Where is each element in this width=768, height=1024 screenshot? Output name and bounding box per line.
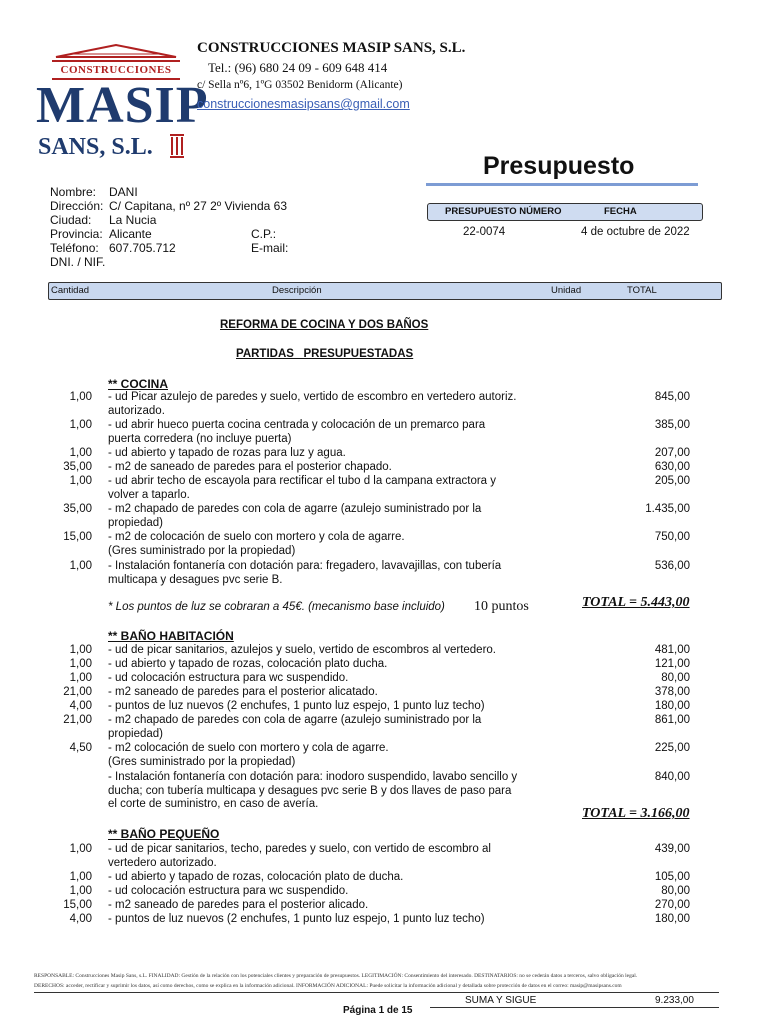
item-quantity: 4,00 <box>69 913 92 925</box>
email-label: E-mail: <box>251 241 289 255</box>
direccion-label: Dirección: <box>50 199 104 213</box>
table-header <box>48 282 722 300</box>
item-amount: 630,00 <box>654 461 690 473</box>
presupuesto-number: 22-0074 <box>463 226 506 238</box>
item-amount: 750,00 <box>654 531 690 543</box>
company-phone: Tel.: (96) 680 24 09 - 609 648 414 <box>208 60 388 75</box>
item-description: - m2 colocación de suelo con mortero y cola de agarre. <box>108 742 389 754</box>
item-quantity: 1,00 <box>69 475 92 487</box>
item-description: - ud Picar azulejo de paredes y suelo, vertido de escombro en vertedero autoriz. <box>108 391 517 403</box>
item-description: - ud colocación estructura para wc suspendido. <box>108 672 349 684</box>
col-cantidad: Cantidad <box>51 285 90 296</box>
company-name: CONSTRUCCIONES MASIP SANS, S.L. <box>197 40 466 56</box>
item-description: - ud de picar sanitarios, azulejos y suelo, vertido de escombros al vertedero. <box>108 644 497 656</box>
title-underline <box>426 183 698 186</box>
item-quantity: 1,00 <box>69 560 92 572</box>
item-amount: 180,00 <box>654 700 690 712</box>
item-amount: 1.435,00 <box>645 503 690 515</box>
item-amount: 80,00 <box>661 885 690 897</box>
bano-habitacion-total: TOTAL = 3.166,00 <box>582 806 690 821</box>
section-bano-pequeno-title: ** BAÑO PEQUEÑO <box>108 827 220 841</box>
item-description: - Instalación fontanería con dotación para: inodoro suspendido, lavabo sencillo y <box>108 771 518 783</box>
logo-band: CONSTRUCCIONES <box>52 60 180 80</box>
item-description: ducha; con tubería multicapa y desagues pvc serie B y dos llaves de paso para <box>108 784 512 797</box>
footer-legal-1: RESPONSABLE: Construcciones Masip Sans, s.L. FINALIDAD: Gestión de la relación con los potenciales clientes y preparación de presupuestos. LEGITIMACIÓN: Consentimiento del interesado. DESTINATARIOS: no se cederán datos a terceros, salvo obligación legal. <box>34 973 638 979</box>
item-quantity: 15,00 <box>63 531 92 543</box>
item-amount: 80,00 <box>661 672 690 684</box>
item-amount: 207,00 <box>654 447 690 459</box>
item-quantity: 1,00 <box>69 644 92 656</box>
suma-y-sigue-value: 9.233,00 <box>655 995 694 1006</box>
presupuesto-date: 4 de octubre de 2022 <box>581 226 690 238</box>
item-description: - m2 saneado de paredes para el posterior alicatado. <box>108 686 378 698</box>
item-description: autorizado. <box>108 404 165 417</box>
provincia-label: Provincia: <box>50 227 103 241</box>
item-description: - m2 de saneado de paredes para el posterior chapado. <box>108 461 392 473</box>
fecha-label: FECHA <box>604 206 637 217</box>
item-description: propiedad) <box>108 516 163 529</box>
item-quantity: 1,00 <box>69 871 92 883</box>
item-amount: 225,00 <box>654 742 690 754</box>
item-amount: 840,00 <box>654 771 690 783</box>
item-description: - ud abierto y tapado de rozas, colocación plato ducha. <box>108 658 388 670</box>
footer-rule <box>34 992 719 993</box>
item-amount: 121,00 <box>654 658 690 670</box>
suma-rule <box>430 1007 719 1008</box>
item-description: propiedad) <box>108 727 163 740</box>
item-quantity: 1,00 <box>69 885 92 897</box>
logo-name: MASIP <box>36 77 209 134</box>
item-description: (Gres suministrado por la propiedad) <box>108 544 296 557</box>
heading-partidas: PARTIDAS PRESUPUESTADAS <box>236 348 414 360</box>
company-address: c/ Sella nº6, 1ºG 03502 Benidorm (Alicante) <box>197 79 403 91</box>
dni-label: DNI. / NIF. <box>50 255 106 269</box>
item-description: - ud colocación estructura para wc suspendido. <box>108 885 349 897</box>
provincia-value: Alicante <box>109 227 152 241</box>
item-description: - ud abrir hueco puerta cocina centrada y colocación de un premarco para <box>108 419 486 431</box>
item-description: puerta corredera (no incluye puerta) <box>108 432 292 445</box>
suma-y-sigue-label: SUMA Y SIGUE <box>465 995 537 1006</box>
item-description: - m2 de colocación de suelo con mortero y cola de agarre. <box>108 531 405 543</box>
item-description: - m2 chapado de paredes con cola de agarre (azulejo suministrado por la <box>108 714 482 726</box>
item-quantity: 35,00 <box>63 503 92 515</box>
item-amount: 481,00 <box>654 644 690 656</box>
item-quantity: 1,00 <box>69 843 92 855</box>
ciudad-label: Ciudad: <box>50 213 92 227</box>
col-unidad: Unidad <box>551 285 582 296</box>
item-amount: 180,00 <box>654 913 690 925</box>
logo-columns-icon <box>170 134 184 158</box>
item-amount: 536,00 <box>654 560 690 572</box>
item-description: - Instalación fontanería con dotación para: fregadero, lavavajillas, con tubería <box>108 560 502 572</box>
item-description: - ud abierto y tapado de rozas, colocación plato de ducha. <box>108 871 404 883</box>
company-email-link[interactable]: construccionesmasipsans@gmail.com <box>197 97 410 111</box>
item-description: - m2 saneado de paredes para el posterior alicado. <box>108 899 369 911</box>
cocina-total: TOTAL = 5.443,00 <box>582 595 690 610</box>
section-cocina-title: ** COCINA <box>108 377 169 391</box>
item-quantity: 21,00 <box>63 686 92 698</box>
item-description: - ud de picar sanitarios, techo, paredes y suelo, con vertido de escombro al <box>108 843 491 855</box>
item-quantity: 1,00 <box>69 391 92 403</box>
item-description: - puntos de luz nuevos (2 enchufes, 1 punto luz espejo, 1 punto luz techo) <box>108 700 485 712</box>
direccion-value: C/ Capitana, nº 27 2º Vivienda 63 <box>109 199 287 213</box>
presupuesto-number-label: PRESUPUESTO NÚMERO <box>445 206 562 217</box>
item-quantity: 1,00 <box>69 447 92 459</box>
item-amount: 205,00 <box>654 475 690 487</box>
item-quantity: 4,00 <box>69 700 92 712</box>
section-bano-habitacion-title: ** BAÑO HABITACIÓN <box>108 629 234 643</box>
telefono-label: Teléfono: <box>50 241 99 255</box>
item-quantity: 15,00 <box>63 899 92 911</box>
col-descripcion: Descripción <box>272 285 322 296</box>
item-amount: 378,00 <box>654 686 690 698</box>
item-amount: 385,00 <box>654 419 690 431</box>
item-quantity: 1,00 <box>69 672 92 684</box>
item-description: multicapa y desagues pvc serie B. <box>108 573 283 586</box>
page-number: Página 1 de 15 <box>343 1005 413 1016</box>
presupuesto-header-box <box>427 203 703 221</box>
cp-label: C.P.: <box>251 227 277 241</box>
document-title: Presupuesto <box>483 152 635 180</box>
item-description: volver a taparlo. <box>108 488 190 501</box>
item-amount: 105,00 <box>654 871 690 883</box>
cocina-note: * Los puntos de luz se cobraran a 45€. (mecanismo base incluido) <box>108 601 445 613</box>
item-description: el corte de suministro, en caso de avería. <box>108 798 319 811</box>
item-description: vertedero autorizado. <box>108 856 217 869</box>
logo-roof-icon <box>52 44 180 58</box>
item-description: - ud abierto y tapado de rozas para luz y agua. <box>108 447 346 459</box>
telefono-value: 607.705.712 <box>109 241 176 255</box>
item-quantity: 4,50 <box>69 742 92 754</box>
item-amount: 270,00 <box>654 899 690 911</box>
item-amount: 439,00 <box>654 843 690 855</box>
item-quantity: 21,00 <box>63 714 92 726</box>
item-description: - m2 chapado de paredes con cola de agarre (azulejo suministrado por la <box>108 503 482 515</box>
ciudad-value: La Nucia <box>109 213 157 227</box>
item-quantity: 1,00 <box>69 658 92 670</box>
item-description: (Gres suministrado por la propiedad) <box>108 755 296 768</box>
item-quantity: 1,00 <box>69 419 92 431</box>
heading-reforma: REFORMA DE COCINA Y DOS BAÑOS <box>220 319 429 331</box>
cocina-note-handwritten: 10 puntos <box>474 599 529 614</box>
nombre-value: DANI <box>109 185 138 199</box>
item-description: - puntos de luz nuevos (2 enchufes, 1 punto luz espejo, 1 punto luz techo) <box>108 913 485 925</box>
item-quantity: 35,00 <box>63 461 92 473</box>
item-description: - ud abrir techo de escayola para rectificar el tubo d la campana extractora y <box>108 475 497 487</box>
item-amount: 861,00 <box>654 714 690 726</box>
item-amount: 845,00 <box>654 391 690 403</box>
nombre-label: Nombre: <box>50 185 97 199</box>
logo-subname: SANS, S.L. <box>38 134 153 160</box>
footer-legal-2: DERECHOS: acceder, rectificar y suprimir los datos, así como derechos, como se explica en la información adicional. INFORMACIÓN ADICIONAL: Puede solicitar la información adicional y detallada sobre protección de datos en el correo: masip@masipsans.com <box>34 983 622 989</box>
col-total: TOTAL <box>627 285 657 296</box>
